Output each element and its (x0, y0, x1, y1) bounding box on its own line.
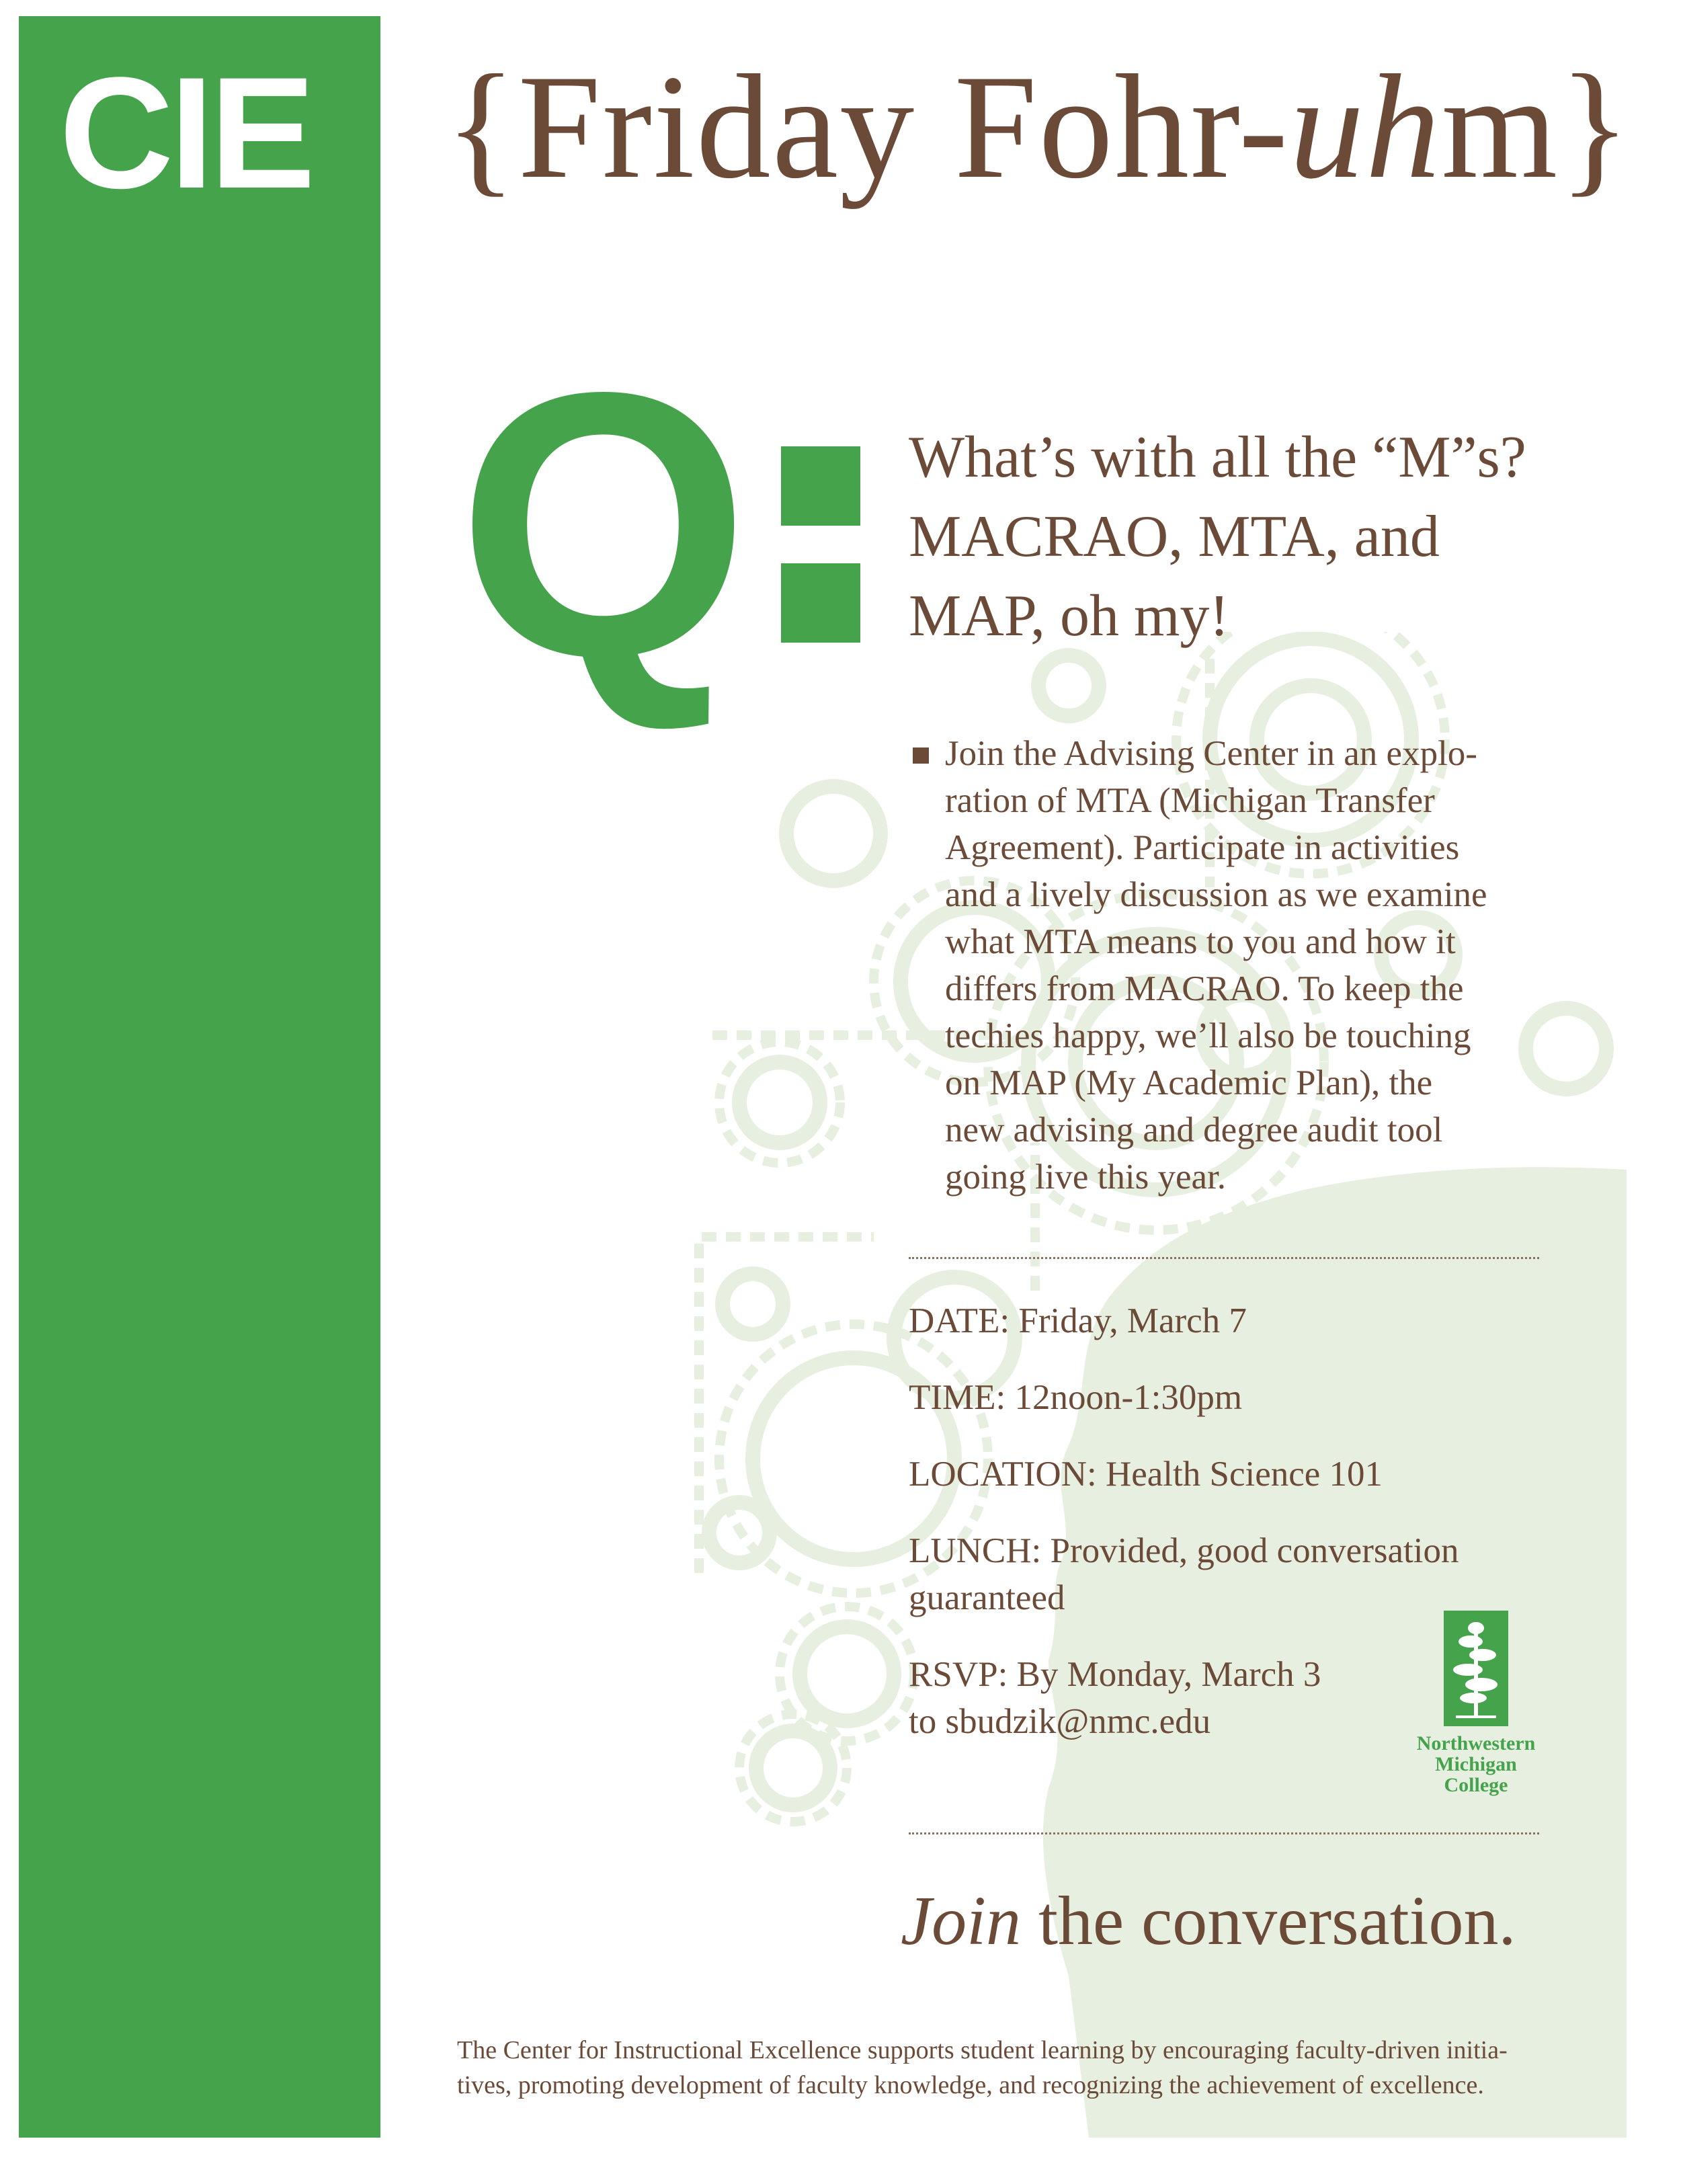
description-line: ration of MTA (Michigan Transfer (945, 781, 1435, 820)
event-time: TIME: 12noon-1:30pm (909, 1378, 1243, 1417)
event-description (945, 730, 1590, 1201)
description-line: techies happy, we’ll also be touching (945, 1016, 1471, 1055)
logo-line: College (1444, 1774, 1508, 1796)
tree-icon (1444, 1611, 1508, 1726)
event-date: DATE: Friday, March 7 (909, 1301, 1247, 1340)
tagline-rest: the conversation. (1021, 1882, 1516, 1959)
footer-mission (457, 2033, 1613, 2103)
title-open: {Friday Fohr- (445, 44, 1290, 210)
page-title (445, 44, 1632, 210)
dotted-divider-bottom (909, 1832, 1539, 1834)
rsvp-email[interactable]: to sbudzik@nmc.edu (909, 1702, 1211, 1741)
event-location: LOCATION: Health Science 101 (909, 1455, 1383, 1494)
logo-line: Northwestern (1416, 1732, 1536, 1754)
description-line: what MTA means to you and how it (945, 922, 1456, 961)
description-line: going live this year. (945, 1158, 1227, 1197)
description-line: Join the Advising Center in an explo- (945, 734, 1477, 773)
footer-line: The Center for Instructional Excellence supports student learning by encouraging faculty-driven initia- (457, 2036, 1508, 2064)
description-line: new advising and degree audit tool (945, 1110, 1443, 1149)
colon-top-square (781, 446, 860, 526)
logo-wordmark (1409, 1733, 1543, 1795)
green-sidebar (19, 16, 380, 2138)
question-line: MACRAO, MTA, and (909, 504, 1440, 569)
description-line: Agreement). Participate in activities (945, 828, 1460, 867)
cie-badge: CIE (59, 44, 312, 222)
bullet-square-icon (913, 747, 929, 764)
description-line: and a lively discussion as we examine (945, 875, 1487, 914)
description-line: on MAP (My Academic Plan), the (945, 1063, 1433, 1102)
title-close: m} (1441, 44, 1632, 210)
tagline (901, 1882, 1516, 1959)
logo-tree-box (1444, 1611, 1508, 1726)
nmc-logo (1409, 1611, 1543, 1795)
colon-bottom-square (781, 563, 860, 643)
footer-line: tives, promoting development of faculty knowledge, and recognizing the achievement of excellence. (457, 2071, 1484, 2099)
dotted-divider-top (909, 1257, 1539, 1259)
description-line: differs from MACRAO. To keep the (945, 969, 1464, 1008)
question-text (909, 418, 1648, 656)
question-line: MAP, oh my! (909, 583, 1229, 649)
logo-line: Michigan (1435, 1753, 1517, 1775)
title-italic: uh (1289, 44, 1442, 210)
rsvp-line: RSVP: By Monday, March 3 (909, 1655, 1321, 1694)
tagline-italic: Join (901, 1882, 1022, 1959)
lunch-line: LUNCH: Provided, good conversation (909, 1531, 1459, 1570)
lunch-line: guaranteed (909, 1578, 1065, 1617)
event-lunch (909, 1527, 1514, 1621)
question-line: What’s with all the “M”s? (909, 425, 1526, 490)
q-mark: Q (457, 314, 750, 735)
